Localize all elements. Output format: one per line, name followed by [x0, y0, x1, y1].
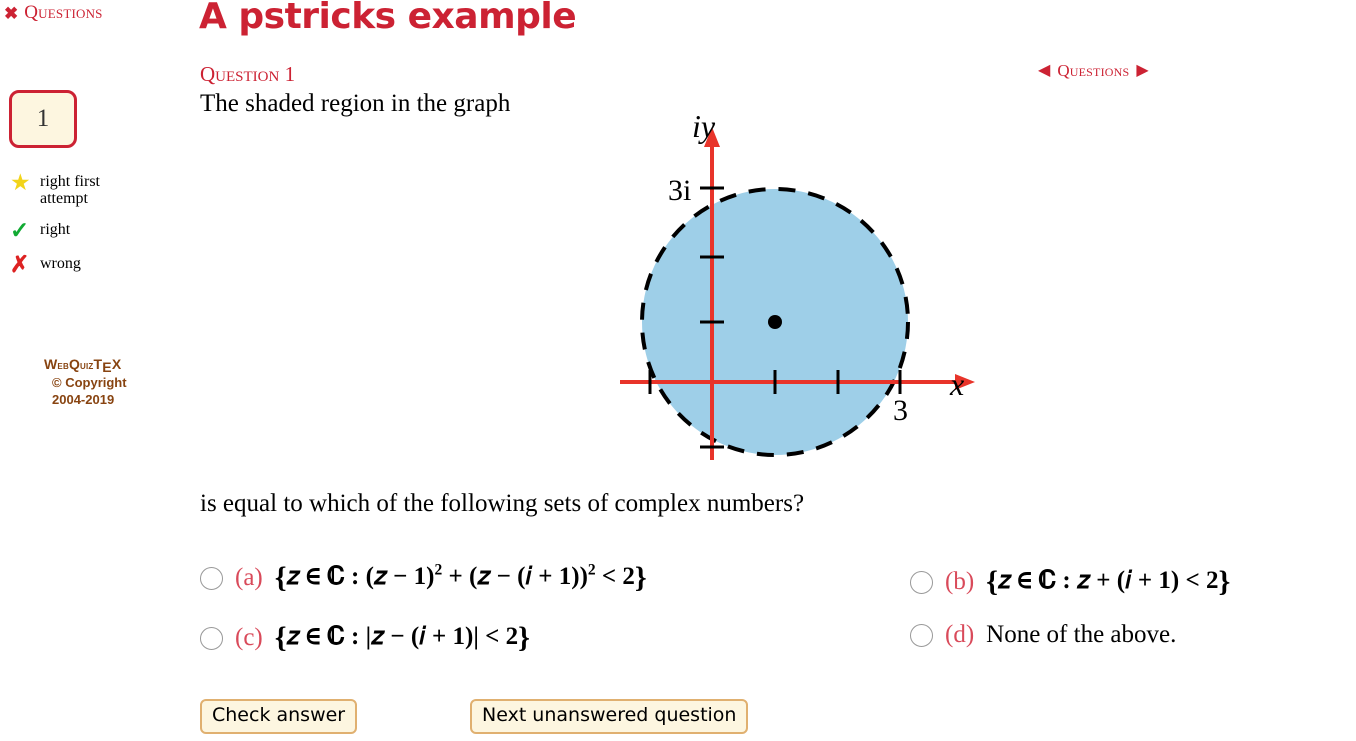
answer-option-a[interactable] — [200, 561, 647, 595]
sidebar-questions-link[interactable] — [4, 2, 103, 24]
main-content — [190, 0, 1356, 741]
copyright-line-2: 2004-2019 — [52, 392, 115, 408]
question-navigation[interactable] — [1038, 61, 1149, 81]
answer-option-c[interactable] — [200, 621, 530, 655]
figure-svg — [610, 115, 990, 485]
answer-tag-d: (d) — [945, 621, 975, 648]
answer-text-b: {𝑧 ∈ ℂ : 𝑧 + (𝑖 + 1) < 2} — [986, 565, 1231, 598]
x-tick-label: 3 — [893, 394, 908, 427]
complex-plane-figure — [610, 115, 990, 485]
answer-tag-b: (b) — [945, 568, 975, 595]
answer-radio-d[interactable] — [910, 624, 933, 647]
answer-radio-c[interactable] — [200, 627, 223, 650]
sidebar — [0, 0, 190, 741]
nav-questions-label: Questions — [1057, 61, 1130, 80]
answer-tag-c: (c) — [235, 624, 263, 651]
answer-text-a: {𝑧 ∈ ℂ : (𝑧 − 1)$^2$ + (𝑧 − (𝑖 + 1))$^2$ < 2} — [274, 561, 647, 594]
question-prompt-top: The shaded region in the graph — [200, 90, 511, 117]
legend-label-right-first-attempt: right first attempt — [40, 173, 100, 207]
answer-radio-b[interactable] — [910, 571, 933, 594]
star-icon: ★ — [10, 170, 31, 195]
x-axis-label: x — [950, 366, 965, 402]
x-mark-icon[interactable]: ✖ — [4, 3, 19, 23]
check-icon: ✓ — [10, 217, 30, 243]
copyright-block — [44, 355, 194, 409]
legend-label-right: right — [40, 220, 71, 238]
answer-option-d[interactable] — [910, 621, 1176, 649]
right-triangle-icon[interactable]: ▶ — [1136, 62, 1149, 79]
answer-tag-a: (a) — [235, 564, 263, 591]
next-unanswered-question-button[interactable]: Next unanswered question — [470, 699, 748, 734]
page-title: A pstricks example — [199, 0, 577, 37]
legend-item-wrong — [10, 251, 180, 277]
copyright-line-1: © Copyright — [52, 374, 127, 390]
brand-label: WebQuizTEX — [44, 356, 122, 375]
check-answer-button[interactable]: Check answer — [200, 699, 357, 734]
y-tick-label: 3i — [668, 174, 692, 207]
left-triangle-icon[interactable]: ◀ — [1038, 62, 1051, 79]
answer-text-d: None of the above. — [986, 621, 1177, 648]
legend-label-wrong: wrong — [40, 254, 81, 272]
center-point — [768, 315, 782, 329]
legend-item-right — [10, 217, 180, 243]
question-number-label: 1 — [36, 105, 50, 132]
answer-radio-a[interactable] — [200, 567, 223, 590]
cross-icon: ✗ — [10, 251, 30, 277]
legend-item-right-first-attempt — [10, 172, 180, 208]
answer-option-b[interactable] — [910, 565, 1230, 599]
legend — [10, 172, 180, 288]
question-heading: Question 1 — [200, 62, 296, 86]
question-number-button-1[interactable] — [9, 90, 77, 148]
sidebar-questions-label: Questions — [24, 2, 103, 23]
answer-text-c: {𝑧 ∈ ℂ : |𝑧 − (𝑖 + 1)| < 2} — [274, 621, 530, 654]
question-prompt-bottom: is equal to which of the following sets of complex numbers? — [200, 490, 805, 517]
y-axis-label: iy — [692, 115, 716, 144]
